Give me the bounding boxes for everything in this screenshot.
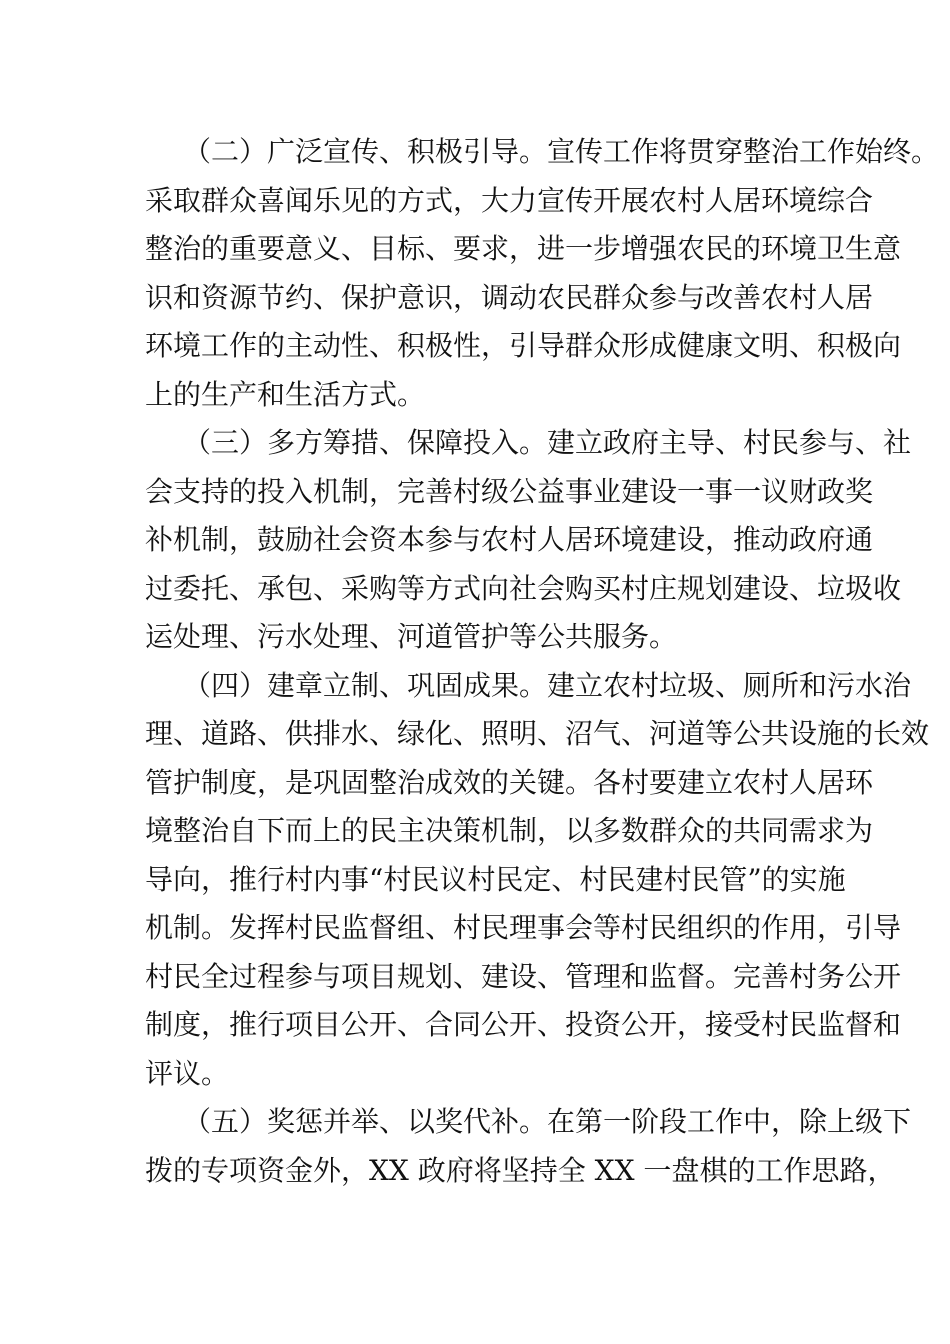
paragraph-2-line: 识和资源节约、保护意识，调动农民群众参与改善农村人居 — [145, 280, 874, 314]
paragraph-4-line: 导向，推行村内事“村民议村民定、村民建村民管”的实施 — [145, 862, 846, 896]
paragraph-5-line: 拨的专项资金外，XX 政府将坚持全 XX 一盘棋的工作思路， — [145, 1153, 896, 1187]
paragraph-3-line: 过委托、承包、采购等方式向社会购买村庄规划建设、垃圾收 — [145, 571, 902, 605]
paragraph-4-line: 村民全过程参与项目规划、建设、管理和监督。完善村务公开 — [145, 959, 902, 993]
paragraph-4-line: 理、道路、供排水、绿化、照明、沼气、河道等公共设施的长效 — [145, 717, 930, 750]
paragraph-4-line: 制度，推行项目公开、合同公开、投资公开，接受村民监督和 — [145, 1008, 902, 1041]
paragraph-2-line: 上的生产和生活方式。 — [145, 377, 426, 411]
paragraph-2-heading-line: （二）广泛宣传、积极引导。宣传工作将贯穿整治工作始终。 — [183, 135, 940, 168]
paragraph-3-line: 补机制，鼓励社会资本参与农村人居环境建设，推动政府通 — [145, 523, 874, 556]
paragraph-2-line: 采取群众喜闻乐见的方式，大力宣传开展农村人居环境综合 — [145, 183, 874, 217]
paragraph-4-line: 管护制度，是巩固整治成效的关键。各村要建立农村人居环 — [145, 765, 874, 799]
paragraph-3-line: 会支持的投入机制，完善村级公益事业建设一事一议财政奖 — [145, 474, 874, 508]
paragraph-3-heading-line: （三）多方筹措、保障投入。建立政府主导、村民参与、社 — [183, 426, 912, 459]
paragraph-3-line: 运处理、污水处理、河道管护等公共服务。 — [145, 620, 678, 653]
paragraph-4-heading-line: （四）建章立制、巩固成果。建立农村垃圾、厕所和污水治 — [183, 668, 912, 702]
paragraph-2-line: 整治的重要意义、目标、要求，进一步增强农民的环境卫生意 — [145, 232, 902, 265]
document-body — [145, 128, 940, 1195]
paragraph-4-line: 评议。 — [145, 1056, 230, 1090]
paragraph-5-heading-line: （五）奖惩并举、以奖代补。在第一阶段工作中，除上级下 — [183, 1105, 912, 1138]
paragraph-4-line: 境整治自下而上的民主决策机制，以多数群众的共同需求为 — [145, 814, 874, 847]
paragraph-4-line: 机制。发挥村民监督组、村民理事会等村民组织的作用，引导 — [145, 911, 902, 944]
paragraph-2-line: 环境工作的主动性、积极性，引导群众形成健康文明、积极向 — [145, 329, 902, 362]
